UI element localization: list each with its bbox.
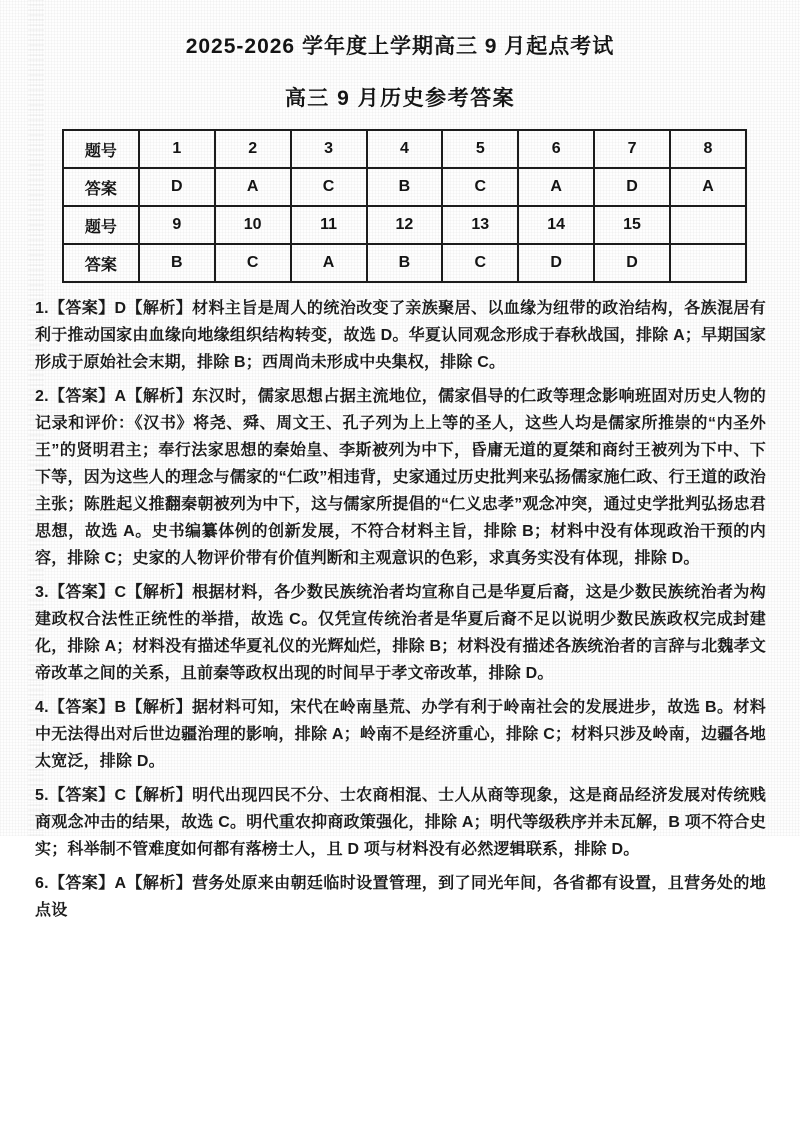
table-row-answers-2 — [63, 244, 746, 282]
answer-cell: D — [594, 244, 670, 282]
question-number-cell: 15 — [594, 206, 670, 244]
row-label: 答案 — [63, 168, 139, 206]
question-number-cell: 14 — [518, 206, 594, 244]
question-number-cell: 1 — [139, 130, 215, 168]
answer-cell: B — [139, 244, 215, 282]
question-number-cell: 4 — [367, 130, 443, 168]
answer-cell: C — [442, 244, 518, 282]
row-label: 题号 — [63, 130, 139, 168]
explanations-section — [35, 295, 766, 924]
answer-cell: C — [442, 168, 518, 206]
question-number-cell: 2 — [215, 130, 291, 168]
question-number-cell: 9 — [139, 206, 215, 244]
answer-cell: D — [518, 244, 594, 282]
exam-title: 2025-2026 学年度上学期高三 9 月起点考试 — [185, 35, 615, 58]
question-number-cell: 13 — [442, 206, 518, 244]
question-number-cell: 12 — [367, 206, 443, 244]
table-row-answers-1 — [63, 168, 746, 206]
answer-cell: A — [670, 168, 746, 206]
answer-cell: D — [139, 168, 215, 206]
scan-edge-artifact — [28, 0, 44, 836]
explanation-paragraph-6: 6.【答案】A【解析】营务处原来由朝廷临时设置管理，到了同光年间，各省都有设置，且营务处的地点设 — [35, 875, 766, 919]
answer-cell: A — [518, 168, 594, 206]
question-number-cell: 11 — [291, 206, 367, 244]
answer-cell: A — [291, 244, 367, 282]
row-label: 答案 — [63, 244, 139, 282]
explanation-paragraph-4: 4.【答案】B【解析】据材料可知，宋代在岭南垦荒、办学有利于岭南社会的发展进步，故选 B。材料中无法得出对后世边疆治理的影响，排除 A；岭南不是经济重心，排除 C；材料只涉及岭南，边疆各地太宽泛，排除 D。 — [35, 699, 766, 770]
question-number-cell: 7 — [594, 130, 670, 168]
explanation-paragraph-5: 5.【答案】C【解析】明代出现四民不分、士农商相混、士人从商等现象，这是商品经济发展对传统贱商观念冲击的结果，故选 C。明代重农抑商政策强化，排除 A；明代等级秩序并未瓦解，B 项不符合史实；科举制不管难度如何都有落榜士人，且 D 项与材料没有必然逻辑联系，排除 D。 — [35, 787, 766, 858]
question-number-cell: 10 — [215, 206, 291, 244]
answer-cell-empty — [670, 244, 746, 282]
explanation-paragraph-2: 2.【答案】A【解析】东汉时，儒家思想占据主流地位，儒家倡导的仁政等理念影响班固对历史人物的记录和评价：《汉书》将尧、舜、周文王、孔子列为上上等的圣人，这些人均是儒家所推崇的“内圣外王”的贤明君主；奉行法家思想的秦始皇、李斯被列为中下，昏庸无道的夏桀和商纣王被列为下中、下下等，因为这些人的理念与儒家的“仁政”相违背，史家通过历史批判来弘扬儒家施仁政、行王道的政治主张；陈胜起义推翻秦朝被列为中下，这与儒家所提倡的“仁义忠孝”观念冲突，通过史学批判弘扬忠君思想，故选 A。史书编纂体例的创新发展，不符合材料主旨，排除 B；材料中没有体现政治干预的内容，排除 C；史家的人物评价带有价值判断和主观意识的色彩，求真务实没有体现，排除 D。 — [35, 388, 766, 567]
question-number-cell: 8 — [670, 130, 746, 168]
answer-table — [62, 129, 747, 283]
question-number-cell: 6 — [518, 130, 594, 168]
question-number-cell: 5 — [442, 130, 518, 168]
answer-cell: B — [367, 244, 443, 282]
question-number-cell-empty — [670, 206, 746, 244]
answer-cell: D — [594, 168, 670, 206]
answer-cell: C — [291, 168, 367, 206]
explanation-paragraph-3: 3.【答案】C【解析】根据材料，各少数民族统治者均宣称自己是华夏后裔，这是少数民族统治者为构建政权合法性正统性的举措，故选 C。仅凭宣传统治者是华夏后裔不足以说明少数民族政权完成封建化，排除 A；材料没有描述华夏礼仪的光辉灿烂，排除 B；材料没有描述各族统治者的言辞与北魏孝文帝改革之间的关系，且前秦等政权出现的时间早于孝文帝改革，排除 D。 — [35, 584, 766, 682]
answer-cell: C — [215, 244, 291, 282]
answer-key-title: 高三 9 月历史参考答案 — [284, 87, 516, 110]
answer-cell: A — [215, 168, 291, 206]
answer-cell: B — [367, 168, 443, 206]
explanation-paragraph-1: 1.【答案】D【解析】材料主旨是周人的统治改变了亲族聚居、以血缘为纽带的政治结构，各族混居有利于推动国家由血缘向地缘组织结构转变，故选 D。华夏认同观念形成于春秋战国，排除 A；早期国家形成于原始社会末期，排除 B；西周尚未形成中央集权，排除 C。 — [35, 300, 766, 371]
table-row-question-numbers-1 — [63, 130, 746, 168]
question-number-cell: 3 — [291, 130, 367, 168]
table-row-question-numbers-2 — [63, 206, 746, 244]
row-label: 题号 — [63, 206, 139, 244]
